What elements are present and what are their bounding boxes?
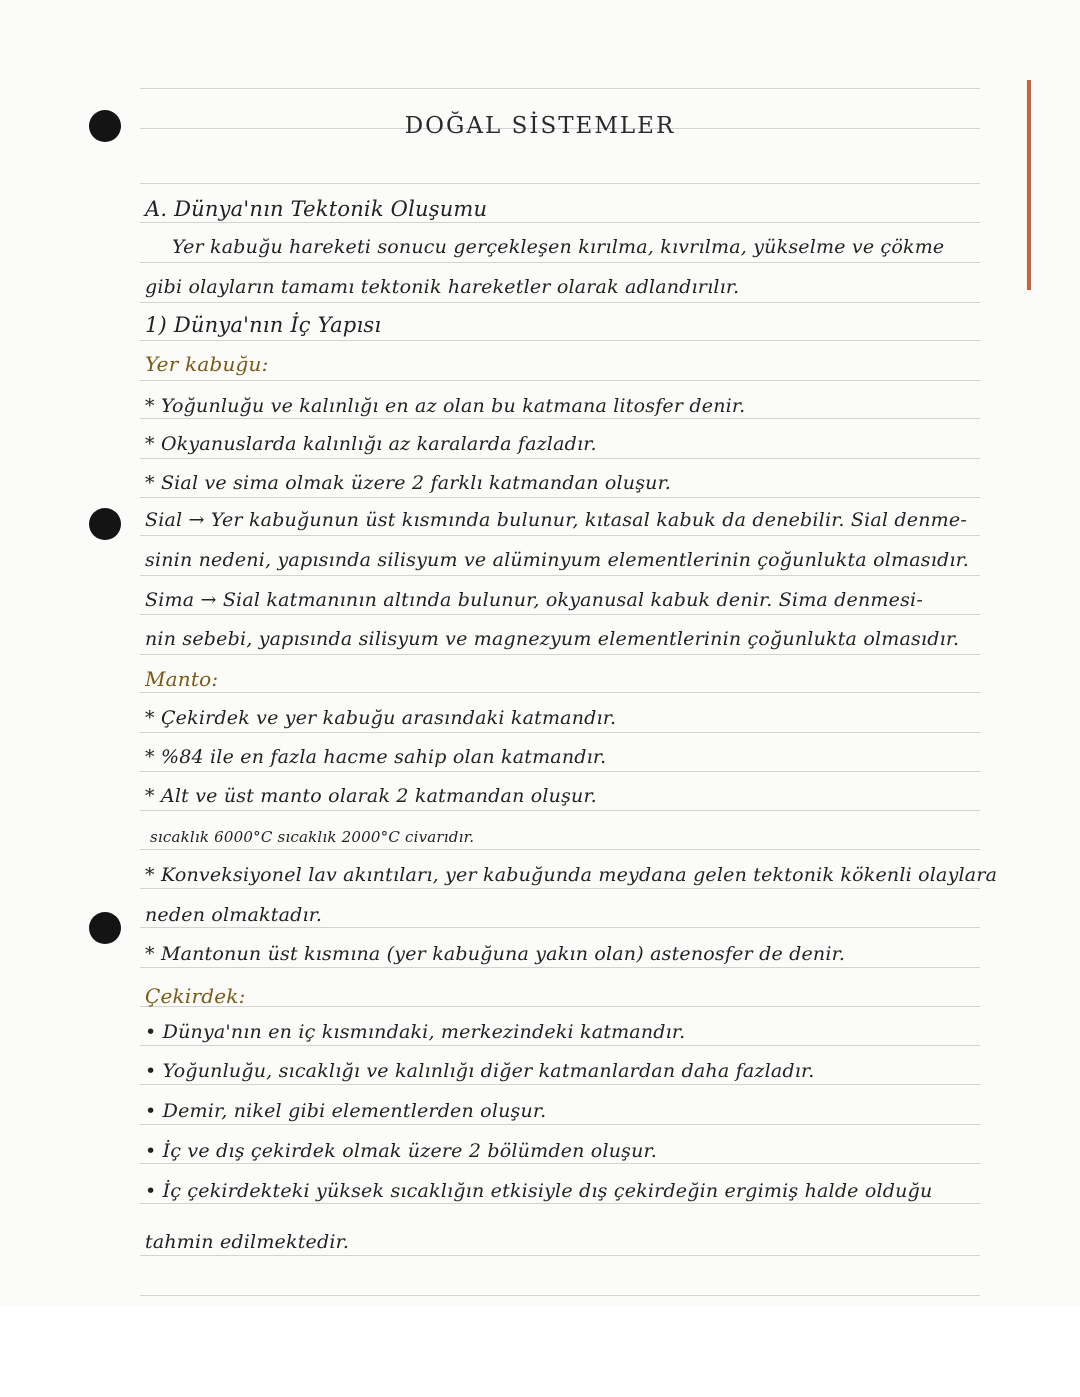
core-item: • Yoğunluğu, sıcaklığı ve kalınlığı diğer katmanlardan daha fazladır. [145,1060,815,1082]
intro-line-1: Yer kabuğu hareketi sonucu gerçekleşen kırılma, kıvrılma, yükselme ve çökme [172,236,945,258]
intro-line-2: gibi olayların tamamı tektonik hareketler olarak adlandırılır. [145,276,740,298]
core-heading: Çekirdek: [145,984,246,1008]
subsection-heading: 1) Dünya'nın İç Yapısı [145,313,382,337]
mantle-item: * Alt ve üst manto olarak 2 katmandan oluşur. [145,785,597,807]
core-item: • Demir, nikel gibi elementlerden oluşur. [145,1100,547,1122]
crust-item: * Okyanuslarda kalınlığı az karalarda fazladır. [145,433,597,455]
core-item: • Dünya'nın en iç kısmındaki, merkezindeki katmandır. [145,1021,686,1043]
sima-note-line: Sima → Sial katmanının altında bulunur, okyanusal kabuk denir. Sima denmesi- [145,589,923,611]
mantle-heading: Manto: [145,667,219,691]
binder-hole-middle [89,508,121,540]
mantle-asthenosphere: * Mantonun üst kısmına (yer kabuğuna yakın olan) astenosfer de denir. [145,943,846,965]
mantle-item: * %84 ile en fazla hacme sahip olan katmandır. [145,746,607,768]
section-heading: A. Dünya'nın Tektonik Oluşumu [145,197,488,221]
crust-heading: Yer kabuğu: [145,352,269,376]
page-title: DOĞAL SİSTEMLER [404,113,676,139]
mantle-temperatures: sıcaklık 6000°C sıcaklık 2000°C civarıdır. [150,828,475,846]
page-bottom-margin [0,1305,1080,1397]
core-item: • İç çekirdekteki yüksek sıcaklığın etkisiyle dış çekirdeğin ergimiş halde olduğu [145,1180,933,1202]
core-item: • İç ve dış çekirdek olmak üzere 2 bölümden oluşur. [145,1140,657,1162]
sima-note-line: nin sebebi, yapısında silisyum ve magnezyum elementlerinin çoğunlukta olmasıdır. [145,628,960,650]
mantle-convection-line: neden olmaktadır. [145,904,323,926]
sial-note-line: Sial → Yer kabuğunun üst kısmında bulunur, kıtasal kabuk da denebilir. Sial denme- [145,509,967,531]
mantle-convection-line: * Konveksiyonel lav akıntıları, yer kabuğunda meydana gelen tektonik kökenli olaylara [145,864,998,886]
mantle-item: * Çekirdek ve yer kabuğu arasındaki katmandır. [145,707,617,729]
sial-note-line: sinin nedeni, yapısında silisyum ve alüminyum elementlerinin çoğunlukta olmasıdır. [145,549,970,571]
margin-line [1027,80,1031,290]
core-item: tahmin edilmektedir. [145,1231,350,1253]
crust-item: * Yoğunluğu ve kalınlığı en az olan bu katmana litosfer denir. [145,395,746,417]
crust-item: * Sial ve sima olmak üzere 2 farklı katmandan oluşur. [145,472,672,494]
binder-hole-bottom [89,912,121,944]
